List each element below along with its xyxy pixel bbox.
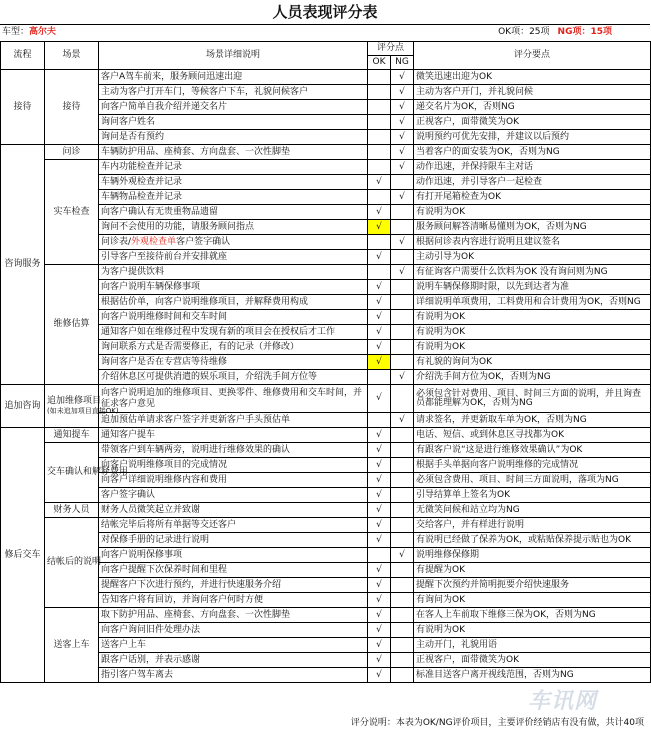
header-row [1,42,651,56]
ng-mark [391,295,414,310]
row-point: 必须包含费用、项目、时间三方面说明，落项为NG [414,473,651,488]
col-scene: 场景 [45,42,99,70]
row-point: 说明预约可优先安排，并建议以后预约 [414,130,651,145]
ng-mark: √ [391,130,414,145]
info-bar [0,24,650,42]
row-point: 标准目送客户离开视线范围，否则为NG [414,668,651,683]
row-point: 引导结算单上签名为OK [414,488,651,503]
ng-mark [391,563,414,578]
ok-count: OK项：25项 [498,27,550,37]
footer-note [0,716,650,730]
ok-mark: √ [368,488,391,503]
ok-mark [368,235,391,250]
row-point: 微笑迅速出迎为OK [414,70,651,85]
row-point: 主动开门，礼貌用语 [414,638,651,653]
ng-mark [391,593,414,608]
row-point: 有说明为OK [414,325,651,340]
scene-reception: 接待 [45,70,99,145]
row-detail: 通知客户提车 [99,428,368,443]
row-point: 主动引导为OK [414,250,651,265]
ok-mark [368,265,391,280]
row-detail: 向客户询问旧件处理办法 [99,623,368,638]
table-row [1,70,651,85]
row-point: 说明维修保修期 [414,548,651,563]
row-detail: 取下防护用品、座椅套、方向盘套、一次性脚垫 [99,608,368,623]
col-ok: OK [368,56,391,70]
watermark-logo: 车讯网 [528,689,598,714]
ng-mark [391,623,414,638]
ok-mark: √ [368,443,391,458]
row-detail: 指引客户驾车离去 [99,668,368,683]
car-name: 高尔夫 [29,27,57,37]
col-point: 评分要点 [414,42,651,70]
table-row [1,175,651,190]
ng-mark [391,458,414,473]
row-point: 当着客户的面安装为OK，否则为NG [414,145,651,160]
ng-mark [391,175,414,190]
row-detail: 客户签字确认 [99,488,368,503]
ok-mark-highlighted: √ [368,220,391,235]
ok-mark [368,413,391,428]
ok-mark: √ [368,563,391,578]
row-point: 主动为客户开门，并礼貌问候 [414,85,651,100]
table-row [1,190,651,205]
scene-inspect: 实车检查 [45,160,99,265]
ng-mark [391,310,414,325]
row-point: 有说明已经做了保养为OK，或粘贴保养提示贴也为OK [414,533,651,548]
ng-mark [391,355,414,370]
row-detail: 向客户说明保修事项 [99,548,368,563]
row-detail: 送客户上车 [99,638,368,653]
table-row [1,533,651,548]
row-point: 服务顾问解答清晰易懂则为OK，否则为NG [414,220,651,235]
ok-mark [368,190,391,205]
detail-part-red: 外观检查单 [131,236,177,247]
col-flow: 流程 [1,42,45,70]
ng-mark: √ [391,413,414,428]
table-row [1,115,651,130]
scene-send: 送客上车 [45,608,99,683]
ok-mark: √ [368,653,391,668]
ng-mark [391,250,414,265]
scene-inquiry: 问诊 [45,145,99,160]
car-label: 车型： [2,27,30,37]
ok-mark: √ [368,638,391,653]
ok-mark: √ [368,385,391,413]
ng-mark [391,488,414,503]
ng-mark [391,518,414,533]
table-row [1,250,651,265]
ok-mark: √ [368,250,391,265]
row-point: 有打开尾箱检查为OK [414,190,651,205]
ng-mark [391,638,414,653]
ng-mark [391,205,414,220]
row-point: 正视客户，面带微笑为OK [414,653,651,668]
ok-mark: √ [368,593,391,608]
table-row [1,160,651,175]
table-row [1,205,651,220]
ok-mark: √ [368,503,391,518]
row-point: 有询问为OK [414,593,651,608]
row-detail: 向客户说明车辆保修事项 [99,280,368,295]
table-row [1,608,651,623]
ng-mark [391,443,414,458]
ok-mark-highlighted: √ [368,355,391,370]
row-detail: 车辆外观检查并记录 [99,175,368,190]
row-detail: 询问联系方式是否需要修正，有的记录（并修改） [99,340,368,355]
table-row [1,443,651,458]
row-point: 有说明为OK [414,623,651,638]
scene-estimate: 维修估算 [45,265,99,385]
row-point: 必须包含针对费用、项目、时间三方面的说明，并且询查员都能理解为OK，否则为NG [414,385,651,413]
group-consult: 咨询服务 [1,145,45,385]
ng-mark [391,428,414,443]
table-row [1,428,651,443]
row-point: 有征询客户需要什么饮料为OK 没有询问则为NG [414,265,651,280]
row-detail: 向客户简单自我介绍并递交名片 [99,100,368,115]
table-row [1,85,651,100]
scene-add [45,385,119,428]
row-point: 无微笑问候和站立均为NG [414,503,651,518]
ng-mark: √ [391,265,414,280]
ng-mark [391,325,414,340]
scene-add-title: 追加维修项目 [47,396,102,406]
row-detail: 车内功能检查并记录 [99,160,368,175]
row-point: 递交名片为OK，否则NG [414,100,651,115]
table-row [1,265,651,280]
ok-mark [368,548,391,563]
table-row [1,503,651,518]
row-detail: 客户A驾车前来，服务顾问迅速出迎 [99,70,368,85]
row-detail: 引导客户至接待前台并安排就座 [99,250,368,265]
row-point: 有说明为OK [414,205,651,220]
ok-mark [368,115,391,130]
ok-mark [368,130,391,145]
ok-mark [368,160,391,175]
row-detail: 追加预估单请求客户签字并更新客户手头预估单 [99,413,368,428]
ok-mark [368,85,391,100]
ok-mark: √ [368,668,391,683]
detail-part: 客户签字确认 [176,236,231,247]
col-detail: 场景详细说明 [99,42,368,70]
ng-mark [391,608,414,623]
table-row [1,653,651,668]
scene-after: 结帐后的说明 [45,518,99,608]
table-row [1,593,651,608]
ok-mark: √ [368,340,391,355]
ng-mark [391,385,414,413]
scene-confirm: 交车确认和解释费用 [45,443,99,503]
row-detail: 询问客户姓名 [99,115,368,130]
ng-mark: √ [391,70,414,85]
ng-mark: √ [391,85,414,100]
row-point: 介绍洗手间方位为OK，否则为NG [414,370,651,385]
sheet-title: 人员表现评分表 [0,0,650,25]
ok-mark: √ [368,458,391,473]
ok-mark: √ [368,623,391,638]
row-detail: 向客户详细说明维修内容和费用 [99,473,368,488]
table-row [1,638,651,653]
ng-mark [391,668,414,683]
table-row [1,100,651,115]
ok-mark [368,100,391,115]
row-point: 正视客户，面带微笑为OK [414,115,651,130]
col-ng: NG [391,56,414,70]
row-point: 有说明为OK [414,340,651,355]
row-detail: 介绍休息区可提供消遣的娱乐项目，介绍洗手间方位等 [99,370,368,385]
group-delivery: 修后交车 [1,428,45,683]
ng-mark: √ [391,115,414,130]
group-reception: 接待 [1,70,45,145]
row-detail: 车辆物品检查并记录 [99,190,368,205]
row-detail: 对保修手册的记录进行说明 [99,533,368,548]
ng-mark: √ [391,160,414,175]
row-detail: 向客户说明追加的维修项目、更换零件、维修费用和交车时间，并征求客户意见 [99,385,368,413]
ng-mark: √ [391,100,414,115]
ng-mark [391,503,414,518]
ng-mark [391,280,414,295]
row-point: 有跟客户说“这是进行维修效果确认”为OK [414,443,651,458]
row-detail: 根据估价单，向客户说明维修项目，并解释费用构成 [99,295,368,310]
table-row [1,518,651,533]
footer-text: 评分说明：本表为OK/NG评价项目，主要评价经销店有没有做，共计40项 [350,718,644,728]
row-point: 有说明为OK [414,310,651,325]
row-point: 提醒下次预约并简明扼要介绍快速服务 [414,578,651,593]
ok-mark: √ [368,175,391,190]
row-point: 动作迅速，并引导客户一起检查 [414,175,651,190]
ok-mark: √ [368,578,391,593]
row-point: 动作迅速，并保持限车主对话 [414,160,651,175]
row-detail: 财务人员微笑起立并致谢 [99,503,368,518]
ok-mark: √ [368,518,391,533]
ok-mark: √ [368,205,391,220]
row-detail: 向客户说明维修时间和交车时间 [99,310,368,325]
row-detail: 向客户确认有无贵重物品遗留 [99,205,368,220]
ok-mark: √ [368,428,391,443]
row-detail: 询问不会使用的功能，请服务顾问指点 [99,220,368,235]
row-point: 根据手头单据向客户说明维修的完成情况 [414,458,651,473]
table-row [1,385,651,413]
table-row [1,145,651,160]
row-detail: 向客户说明维修项目的完成情况 [99,458,368,473]
ng-mark: √ [391,190,414,205]
ng-mark [391,220,414,235]
table-row [1,578,651,593]
table-row [1,668,651,683]
count-summary [498,24,612,41]
ok-mark [368,70,391,85]
row-detail: 带领客户到车辆两旁，说明进行维修效果的确认 [99,443,368,458]
ng-mark [391,473,414,488]
ng-mark [391,340,414,355]
row-point: 交给客户，并有样进行说明 [414,518,651,533]
row-point: 详细说明单项费用，工料费用和合计费用为OK，否则NG [414,295,651,310]
table-row [1,325,651,340]
row-detail: 跟客户话别，并表示感谢 [99,653,368,668]
ng-mark: √ [391,370,414,385]
row-detail [99,235,368,250]
score-table [0,41,651,683]
ng-mark [391,653,414,668]
table-row [1,280,651,295]
row-point: 根据问诊表内容进行说明且建议签名 [414,235,651,250]
group-add: 追加咨询 [1,385,45,428]
ng-mark: √ [391,548,414,563]
row-detail: 通知客户如在维修过程中发现有新的项目会在授权后才工作 [99,325,368,340]
row-point: 电话、短信、或到休息区寻找都为OK [414,428,651,443]
table-row [1,488,651,503]
row-detail: 提醒客户下次进行预约，并进行快速服务介绍 [99,578,368,593]
table-row [1,623,651,638]
ok-mark: √ [368,280,391,295]
table-row [1,235,651,250]
row-point: 有礼貌的询问为OK [414,355,651,370]
scene-notify: 通知提车 [45,428,99,443]
row-point: 有提醒为OK [414,563,651,578]
car-model [2,24,56,41]
ng-count: NG项：15项 [557,27,612,37]
table-row [1,355,651,370]
row-point: 说明车辆保修期时限，以先到达者为准 [414,280,651,295]
table-row [1,130,651,145]
detail-part: 问诊表/ [101,236,132,247]
table-row [1,220,651,235]
scene-add-note: (如未追加项目直接OK) [47,407,119,415]
row-point: 请求签名，并更新取车单为OK，否则为NG [414,413,651,428]
col-score: 评分点 [368,42,414,56]
ng-mark: √ [391,235,414,250]
ok-mark: √ [368,295,391,310]
ok-mark: √ [368,310,391,325]
ok-mark [368,145,391,160]
ng-mark [391,578,414,593]
row-detail: 车辆防护用品、座椅套、方向盘套、一次性脚垫 [99,145,368,160]
table-row [1,310,651,325]
row-detail: 询问客户是否在专营店等待维修 [99,355,368,370]
table-row [1,340,651,355]
row-detail: 询问是否有预约 [99,130,368,145]
row-detail: 结帐完毕后将所有单据等交还客户 [99,518,368,533]
ok-mark: √ [368,473,391,488]
ok-mark: √ [368,533,391,548]
scene-finance: 财务人员 [45,503,99,518]
ng-mark: √ [391,145,414,160]
table-row [1,295,651,310]
row-detail: 告知客户将有回访，并询问客户何时方便 [99,593,368,608]
table-row [1,370,651,385]
row-detail: 主动为客户打开车门，等候客户下车，礼貌问候客户 [99,85,368,100]
ng-mark [391,533,414,548]
row-detail: 为客户提供饮料 [99,265,368,280]
ok-mark: √ [368,608,391,623]
row-point: 在客人上车前取下维修三保为OK，否则为NG [414,608,651,623]
ok-mark: √ [368,325,391,340]
ok-mark [368,370,391,385]
row-detail: 向客户提醒下次保养时间和里程 [99,563,368,578]
